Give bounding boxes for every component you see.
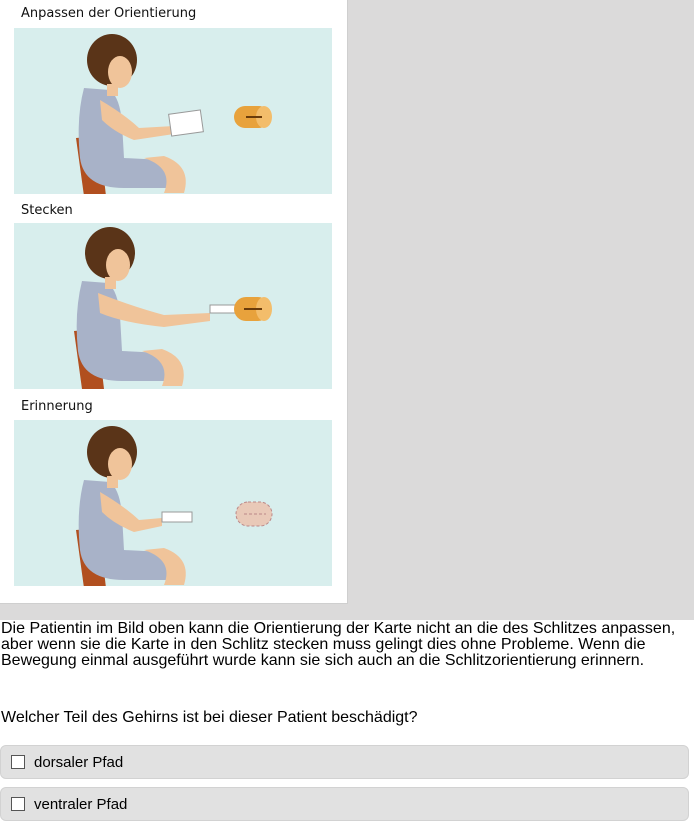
- panel-title-insert: Stecken: [21, 203, 73, 218]
- option-label: dorsaler Pfad: [34, 753, 124, 771]
- option-dorsal-pathway[interactable]: [0, 745, 689, 779]
- patient-remember-illustration: [14, 420, 332, 586]
- figure-card: [0, 0, 348, 604]
- patient-insert-illustration: [14, 223, 332, 389]
- option-ventral-pathway[interactable]: [0, 787, 689, 821]
- panel-illustration-insert: [14, 223, 332, 389]
- question-text: Die Patientin im Bild oben kann die Orientierung der Karte nicht an die des Schlitzes anpassen, aber wenn sie die Karte in den Schlitz stecken muss gelingt dies ohne Probleme. Wenn die Bewegung einmal ausgeführt wurde kann sie sich auch an die Schlitzorientierung erinnern.: [1, 620, 676, 669]
- panel-illustration-fit: [14, 28, 332, 194]
- patient-fit-illustration: [14, 28, 332, 194]
- panel-title-fit: Anpassen der Orientierung: [21, 6, 197, 21]
- checkbox-icon[interactable]: [11, 797, 25, 811]
- panel-illustration-remember: [14, 420, 332, 586]
- question-prompt: Welcher Teil des Gehirns ist bei dieser Patient beschädigt?: [1, 709, 418, 726]
- panel-title-remember: Erinnerung: [21, 399, 93, 414]
- option-label: ventraler Pfad: [34, 795, 128, 813]
- checkbox-icon[interactable]: [11, 755, 25, 769]
